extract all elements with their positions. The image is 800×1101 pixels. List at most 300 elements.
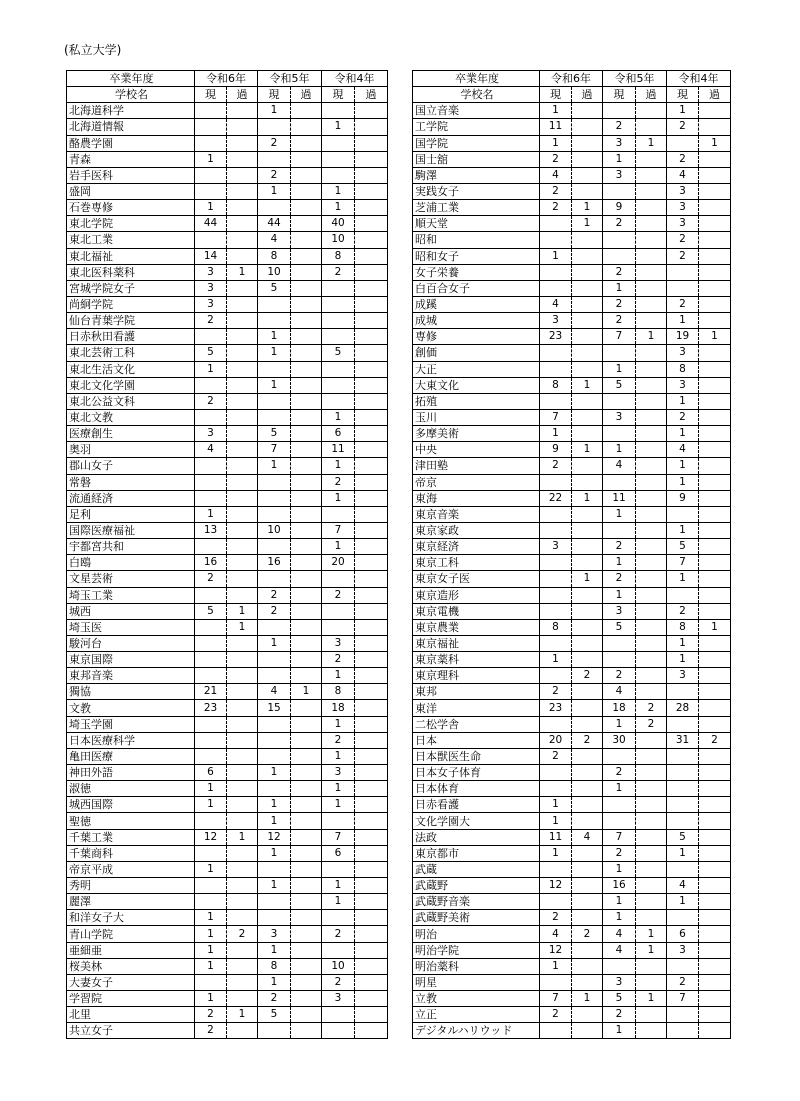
past-r6-cell [227, 522, 258, 538]
current-r4-cell: 7 [322, 829, 355, 845]
current-r5-cell [258, 506, 291, 522]
past-r4-cell [355, 603, 388, 619]
current-r6-cell: 5 [195, 603, 227, 619]
past-r6-cell [572, 135, 603, 151]
table-row [413, 442, 731, 458]
school-name-cell: 学習院 [67, 991, 195, 1007]
current-r6-cell: 2 [195, 571, 227, 587]
past-r5-cell: 2 [636, 716, 667, 732]
past-r5-cell [291, 506, 322, 522]
past-r5-cell [636, 103, 667, 119]
past-r5-cell [291, 393, 322, 409]
current-r6-cell: 21 [195, 684, 227, 700]
current-r5-cell: 1 [603, 280, 636, 296]
past-r4-cell [699, 797, 731, 813]
past-r6-cell: 2 [572, 926, 603, 942]
past-r6-cell [572, 329, 603, 345]
school-name-cell: 東北芸術工科 [67, 345, 195, 361]
current-r6-cell [195, 183, 227, 199]
school-name-cell: 大正 [413, 361, 540, 377]
past-r4-cell [699, 910, 731, 926]
table-row [413, 474, 731, 490]
current-r6-cell: 1 [195, 781, 227, 797]
table-row [67, 1023, 388, 1039]
current-r4-cell: 1 [667, 313, 699, 329]
past-r4-cell [699, 167, 731, 183]
table-row [413, 490, 731, 506]
past-r5-cell [291, 200, 322, 216]
past-r5-cell [291, 635, 322, 651]
past-r5-cell [291, 280, 322, 296]
past-r4-cell [699, 845, 731, 861]
current-r6-cell [540, 635, 572, 651]
current-r6-cell [195, 748, 227, 764]
past-r5-cell [636, 200, 667, 216]
past-r6-cell: 2 [227, 926, 258, 942]
school-name-cell: 工学院 [413, 119, 540, 135]
school-name-cell: 国立音楽 [413, 103, 540, 119]
current-r6-cell: 4 [540, 167, 572, 183]
current-r4-cell [322, 151, 355, 167]
current-r4-cell [322, 280, 355, 296]
current-r4-cell [667, 748, 699, 764]
current-r4-cell: 2 [322, 587, 355, 603]
table-row [67, 345, 388, 361]
past-r5-cell [291, 167, 322, 183]
past-r5-cell [636, 1007, 667, 1023]
school-name-cell: 東京都市 [413, 845, 540, 861]
past-r4-cell [699, 539, 731, 555]
current-r6-cell: 5 [195, 345, 227, 361]
past-r5-cell [291, 845, 322, 861]
table-row [67, 894, 388, 910]
past-r6-cell [227, 587, 258, 603]
current-r4-cell [322, 603, 355, 619]
past-r5-cell [636, 361, 667, 377]
current-header: 現 [322, 87, 355, 103]
current-r4-cell: 9 [667, 490, 699, 506]
past-r5-cell [291, 926, 322, 942]
past-r4-cell [355, 393, 388, 409]
current-r5-cell: 3 [603, 409, 636, 425]
current-r4-cell: 28 [667, 700, 699, 716]
current-r4-cell [667, 813, 699, 829]
past-r5-cell [636, 668, 667, 684]
past-r4-cell [355, 635, 388, 651]
past-r5-cell [291, 361, 322, 377]
past-r6-cell [227, 442, 258, 458]
past-r5-cell [636, 829, 667, 845]
past-r4-cell [699, 716, 731, 732]
current-r6-cell [195, 135, 227, 151]
table-row [67, 248, 388, 264]
past-r4-cell [355, 571, 388, 587]
current-r4-cell: 5 [322, 345, 355, 361]
current-r4-cell: 7 [667, 991, 699, 1007]
past-r4-cell [699, 894, 731, 910]
past-r6-cell [572, 539, 603, 555]
current-r6-cell: 2 [195, 1007, 227, 1023]
past-r4-cell [699, 280, 731, 296]
past-r4-cell [355, 1007, 388, 1023]
school-name-cell: 宮城学院女子 [67, 280, 195, 296]
school-name-cell: 東京家政 [413, 522, 540, 538]
school-name-cell: 日本体育 [413, 781, 540, 797]
past-r4-cell [699, 296, 731, 312]
current-r4-cell: 1 [667, 393, 699, 409]
current-r6-cell [540, 974, 572, 990]
current-r5-cell: 1 [603, 151, 636, 167]
past-r6-cell [572, 183, 603, 199]
past-r4-cell [355, 329, 388, 345]
table-row [413, 700, 731, 716]
past-r6-cell [572, 264, 603, 280]
current-r5-cell [258, 200, 291, 216]
current-r4-cell [322, 861, 355, 877]
past-r5-cell [291, 813, 322, 829]
school-name-header: 学校名 [413, 87, 540, 103]
current-r5-cell: 1 [258, 635, 291, 651]
table-row [67, 829, 388, 845]
school-name-cell: 女子栄養 [413, 264, 540, 280]
table-row [67, 167, 388, 183]
school-name-cell: 城西国際 [67, 797, 195, 813]
current-r6-cell: 3 [540, 539, 572, 555]
past-r4-cell [355, 894, 388, 910]
current-r6-cell: 1 [195, 861, 227, 877]
current-r6-cell [540, 280, 572, 296]
past-r6-cell [227, 781, 258, 797]
past-r6-cell [572, 393, 603, 409]
past-r5-cell [636, 571, 667, 587]
current-r5-cell: 2 [258, 587, 291, 603]
current-r4-cell: 1 [322, 409, 355, 425]
past-r5-cell [636, 183, 667, 199]
table-row [67, 409, 388, 425]
table-row [413, 329, 731, 345]
current-r6-cell: 7 [540, 409, 572, 425]
table-row [413, 393, 731, 409]
past-r6-cell [572, 781, 603, 797]
current-r6-cell: 23 [540, 700, 572, 716]
school-name-cell: 二松学舎 [413, 716, 540, 732]
current-header: 現 [258, 87, 291, 103]
current-r4-cell [322, 313, 355, 329]
current-r4-cell [667, 1007, 699, 1023]
past-r6-cell [572, 813, 603, 829]
current-r5-cell [603, 103, 636, 119]
school-name-cell: 専修 [413, 329, 540, 345]
past-r6-cell [227, 1023, 258, 1039]
past-r5-cell [636, 910, 667, 926]
current-r5-cell [258, 151, 291, 167]
current-r6-cell: 6 [195, 765, 227, 781]
table-row [67, 700, 388, 716]
current-r4-cell: 2 [322, 926, 355, 942]
current-r5-cell: 1 [603, 587, 636, 603]
current-r6-cell: 12 [195, 829, 227, 845]
current-r6-cell: 3 [195, 296, 227, 312]
past-header: 過 [291, 87, 322, 103]
past-r4-cell [699, 942, 731, 958]
school-name-cell: 足利 [67, 506, 195, 522]
past-r4-cell [699, 183, 731, 199]
year-header: 令和4年 [322, 71, 388, 87]
table-row [413, 926, 731, 942]
current-r5-cell: 2 [258, 603, 291, 619]
past-r6-cell [227, 652, 258, 668]
past-r5-cell [291, 216, 322, 232]
current-r4-cell: 4 [667, 442, 699, 458]
current-r5-cell [603, 813, 636, 829]
current-r4-cell: 2 [667, 296, 699, 312]
table-row [413, 361, 731, 377]
past-r6-cell [572, 458, 603, 474]
current-r6-cell [540, 587, 572, 603]
past-r6-cell [227, 974, 258, 990]
table-row [67, 861, 388, 877]
past-r5-cell: 1 [636, 135, 667, 151]
past-r5-cell [636, 781, 667, 797]
past-r5-cell [291, 329, 322, 345]
current-r6-cell: 1 [540, 845, 572, 861]
school-name-cell: 武蔵野美術 [413, 910, 540, 926]
current-r4-cell: 1 [322, 539, 355, 555]
past-r4-cell [355, 974, 388, 990]
past-r5-cell: 1 [636, 926, 667, 942]
past-r6-cell [227, 910, 258, 926]
current-r5-cell [258, 668, 291, 684]
table-row [413, 942, 731, 958]
current-r4-cell [322, 813, 355, 829]
past-r6-cell [572, 1023, 603, 1039]
current-r6-cell [540, 345, 572, 361]
past-r4-cell [355, 748, 388, 764]
current-r6-cell [540, 232, 572, 248]
current-r5-cell: 1 [258, 942, 291, 958]
past-r4-cell [355, 248, 388, 264]
current-r6-cell: 1 [540, 103, 572, 119]
school-name-cell: 国際医療福祉 [67, 522, 195, 538]
current-r6-cell: 8 [540, 377, 572, 393]
year-header: 令和4年 [667, 71, 731, 87]
current-r5-cell: 16 [603, 878, 636, 894]
past-r5-cell [636, 765, 667, 781]
school-name-cell: 桜美林 [67, 958, 195, 974]
current-r6-cell [195, 458, 227, 474]
past-r5-cell [291, 781, 322, 797]
current-r5-cell: 3 [603, 603, 636, 619]
past-r6-cell [227, 296, 258, 312]
past-r5-cell [291, 409, 322, 425]
past-r5-cell [636, 345, 667, 361]
past-r4-cell [699, 442, 731, 458]
past-r4-cell [355, 135, 388, 151]
school-name-cell: 創価 [413, 345, 540, 361]
table-row [413, 458, 731, 474]
school-name-cell: 日本医療科学 [67, 732, 195, 748]
current-r4-cell: 5 [667, 539, 699, 555]
past-r6-cell: 2 [572, 732, 603, 748]
table-row [413, 878, 731, 894]
current-r6-cell [195, 377, 227, 393]
current-header: 現 [667, 87, 699, 103]
past-r6-cell [227, 861, 258, 877]
past-r4-cell [355, 926, 388, 942]
past-r5-cell: 1 [636, 329, 667, 345]
table-row [67, 587, 388, 603]
past-r5-cell [636, 878, 667, 894]
table-row [67, 571, 388, 587]
past-r4-cell [355, 313, 388, 329]
current-r4-cell: 6 [322, 845, 355, 861]
current-r6-cell: 4 [195, 442, 227, 458]
past-r6-cell: 4 [572, 829, 603, 845]
table-row [413, 280, 731, 296]
current-r5-cell [258, 732, 291, 748]
current-r4-cell: 2 [322, 474, 355, 490]
current-r5-cell: 1 [258, 813, 291, 829]
past-r4-cell [699, 829, 731, 845]
school-name-cell: 東北工業 [67, 232, 195, 248]
school-name-cell: 千葉商科 [67, 845, 195, 861]
past-r4-cell [355, 522, 388, 538]
table-row [67, 151, 388, 167]
current-r5-cell: 2 [603, 296, 636, 312]
school-name-cell: 埼玉医 [67, 619, 195, 635]
current-r4-cell: 3 [667, 377, 699, 393]
current-r6-cell [540, 216, 572, 232]
current-r6-cell [195, 490, 227, 506]
current-r5-cell: 1 [258, 345, 291, 361]
past-r5-cell [291, 587, 322, 603]
current-r4-cell [322, 1023, 355, 1039]
school-name-cell: 仙台青葉学院 [67, 313, 195, 329]
past-r4-cell [699, 232, 731, 248]
past-r6-cell [227, 280, 258, 296]
past-r5-cell [636, 587, 667, 603]
school-name-cell: 多摩美術 [413, 426, 540, 442]
past-r6-cell [572, 797, 603, 813]
past-r6-cell [227, 716, 258, 732]
past-r6-cell [227, 426, 258, 442]
year-header: 令和6年 [195, 71, 258, 87]
past-r5-cell [636, 845, 667, 861]
current-r5-cell: 1 [603, 1023, 636, 1039]
current-r5-cell: 2 [603, 313, 636, 329]
past-r5-cell [636, 426, 667, 442]
current-r5-cell: 12 [258, 829, 291, 845]
table-row [67, 765, 388, 781]
current-r4-cell: 1 [322, 878, 355, 894]
past-r5-cell [291, 765, 322, 781]
current-r4-cell: 4 [667, 878, 699, 894]
school-name-cell: 秀明 [67, 878, 195, 894]
current-r5-cell [603, 393, 636, 409]
current-r4-cell [667, 716, 699, 732]
past-r4-cell [355, 668, 388, 684]
past-r5-cell [291, 555, 322, 571]
past-r5-cell [636, 635, 667, 651]
school-name-cell: 東邦音楽 [67, 668, 195, 684]
current-r6-cell: 11 [540, 829, 572, 845]
school-name-cell: 成城 [413, 313, 540, 329]
past-r6-cell [572, 426, 603, 442]
current-r4-cell: 1 [667, 894, 699, 910]
table-row [67, 878, 388, 894]
current-header: 現 [540, 87, 572, 103]
past-r4-cell [699, 587, 731, 603]
current-r5-cell [258, 652, 291, 668]
past-r4-cell [699, 506, 731, 522]
past-r5-cell [291, 135, 322, 151]
current-r4-cell [322, 361, 355, 377]
current-r4-cell [667, 958, 699, 974]
table-row [67, 183, 388, 199]
current-r4-cell: 10 [322, 232, 355, 248]
current-r6-cell [540, 668, 572, 684]
past-r6-cell: 1 [227, 829, 258, 845]
school-name-cell: 東京工科 [413, 555, 540, 571]
current-r6-cell: 1 [540, 652, 572, 668]
past-r5-cell [291, 264, 322, 280]
table-row [413, 135, 731, 151]
current-r5-cell: 2 [603, 264, 636, 280]
past-r4-cell [355, 264, 388, 280]
table-row [413, 765, 731, 781]
table-row [67, 748, 388, 764]
current-r5-cell: 7 [603, 829, 636, 845]
past-r4-cell [355, 151, 388, 167]
table-row [413, 748, 731, 764]
past-r4-cell [699, 393, 731, 409]
past-r5-cell: 1 [636, 991, 667, 1007]
school-name-cell: 武蔵野音楽 [413, 894, 540, 910]
past-r4-cell [355, 103, 388, 119]
current-r5-cell: 3 [603, 974, 636, 990]
current-r5-cell: 8 [258, 958, 291, 974]
current-r6-cell [195, 329, 227, 345]
current-r4-cell [667, 280, 699, 296]
table-row [413, 167, 731, 183]
left-table-body [67, 103, 388, 1039]
past-r4-cell [699, 603, 731, 619]
table-row [413, 894, 731, 910]
table-row [67, 958, 388, 974]
current-r5-cell: 4 [258, 232, 291, 248]
table-row [67, 200, 388, 216]
past-r4-cell [355, 345, 388, 361]
past-r6-cell [227, 813, 258, 829]
current-r6-cell: 1 [540, 135, 572, 151]
table-row [413, 119, 731, 135]
school-name-cell: 東北福祉 [67, 248, 195, 264]
past-r6-cell [227, 668, 258, 684]
current-r5-cell: 7 [258, 442, 291, 458]
table-row [413, 1023, 731, 1039]
past-r4-cell [355, 442, 388, 458]
current-r5-cell [603, 183, 636, 199]
current-r6-cell: 13 [195, 522, 227, 538]
past-r6-cell [227, 506, 258, 522]
current-r5-cell: 1 [603, 442, 636, 458]
school-name-cell: 常磐 [67, 474, 195, 490]
current-r5-cell: 1 [603, 894, 636, 910]
past-r5-cell [636, 232, 667, 248]
current-r6-cell: 1 [195, 506, 227, 522]
current-r6-cell: 1 [195, 942, 227, 958]
past-r5-cell [291, 377, 322, 393]
